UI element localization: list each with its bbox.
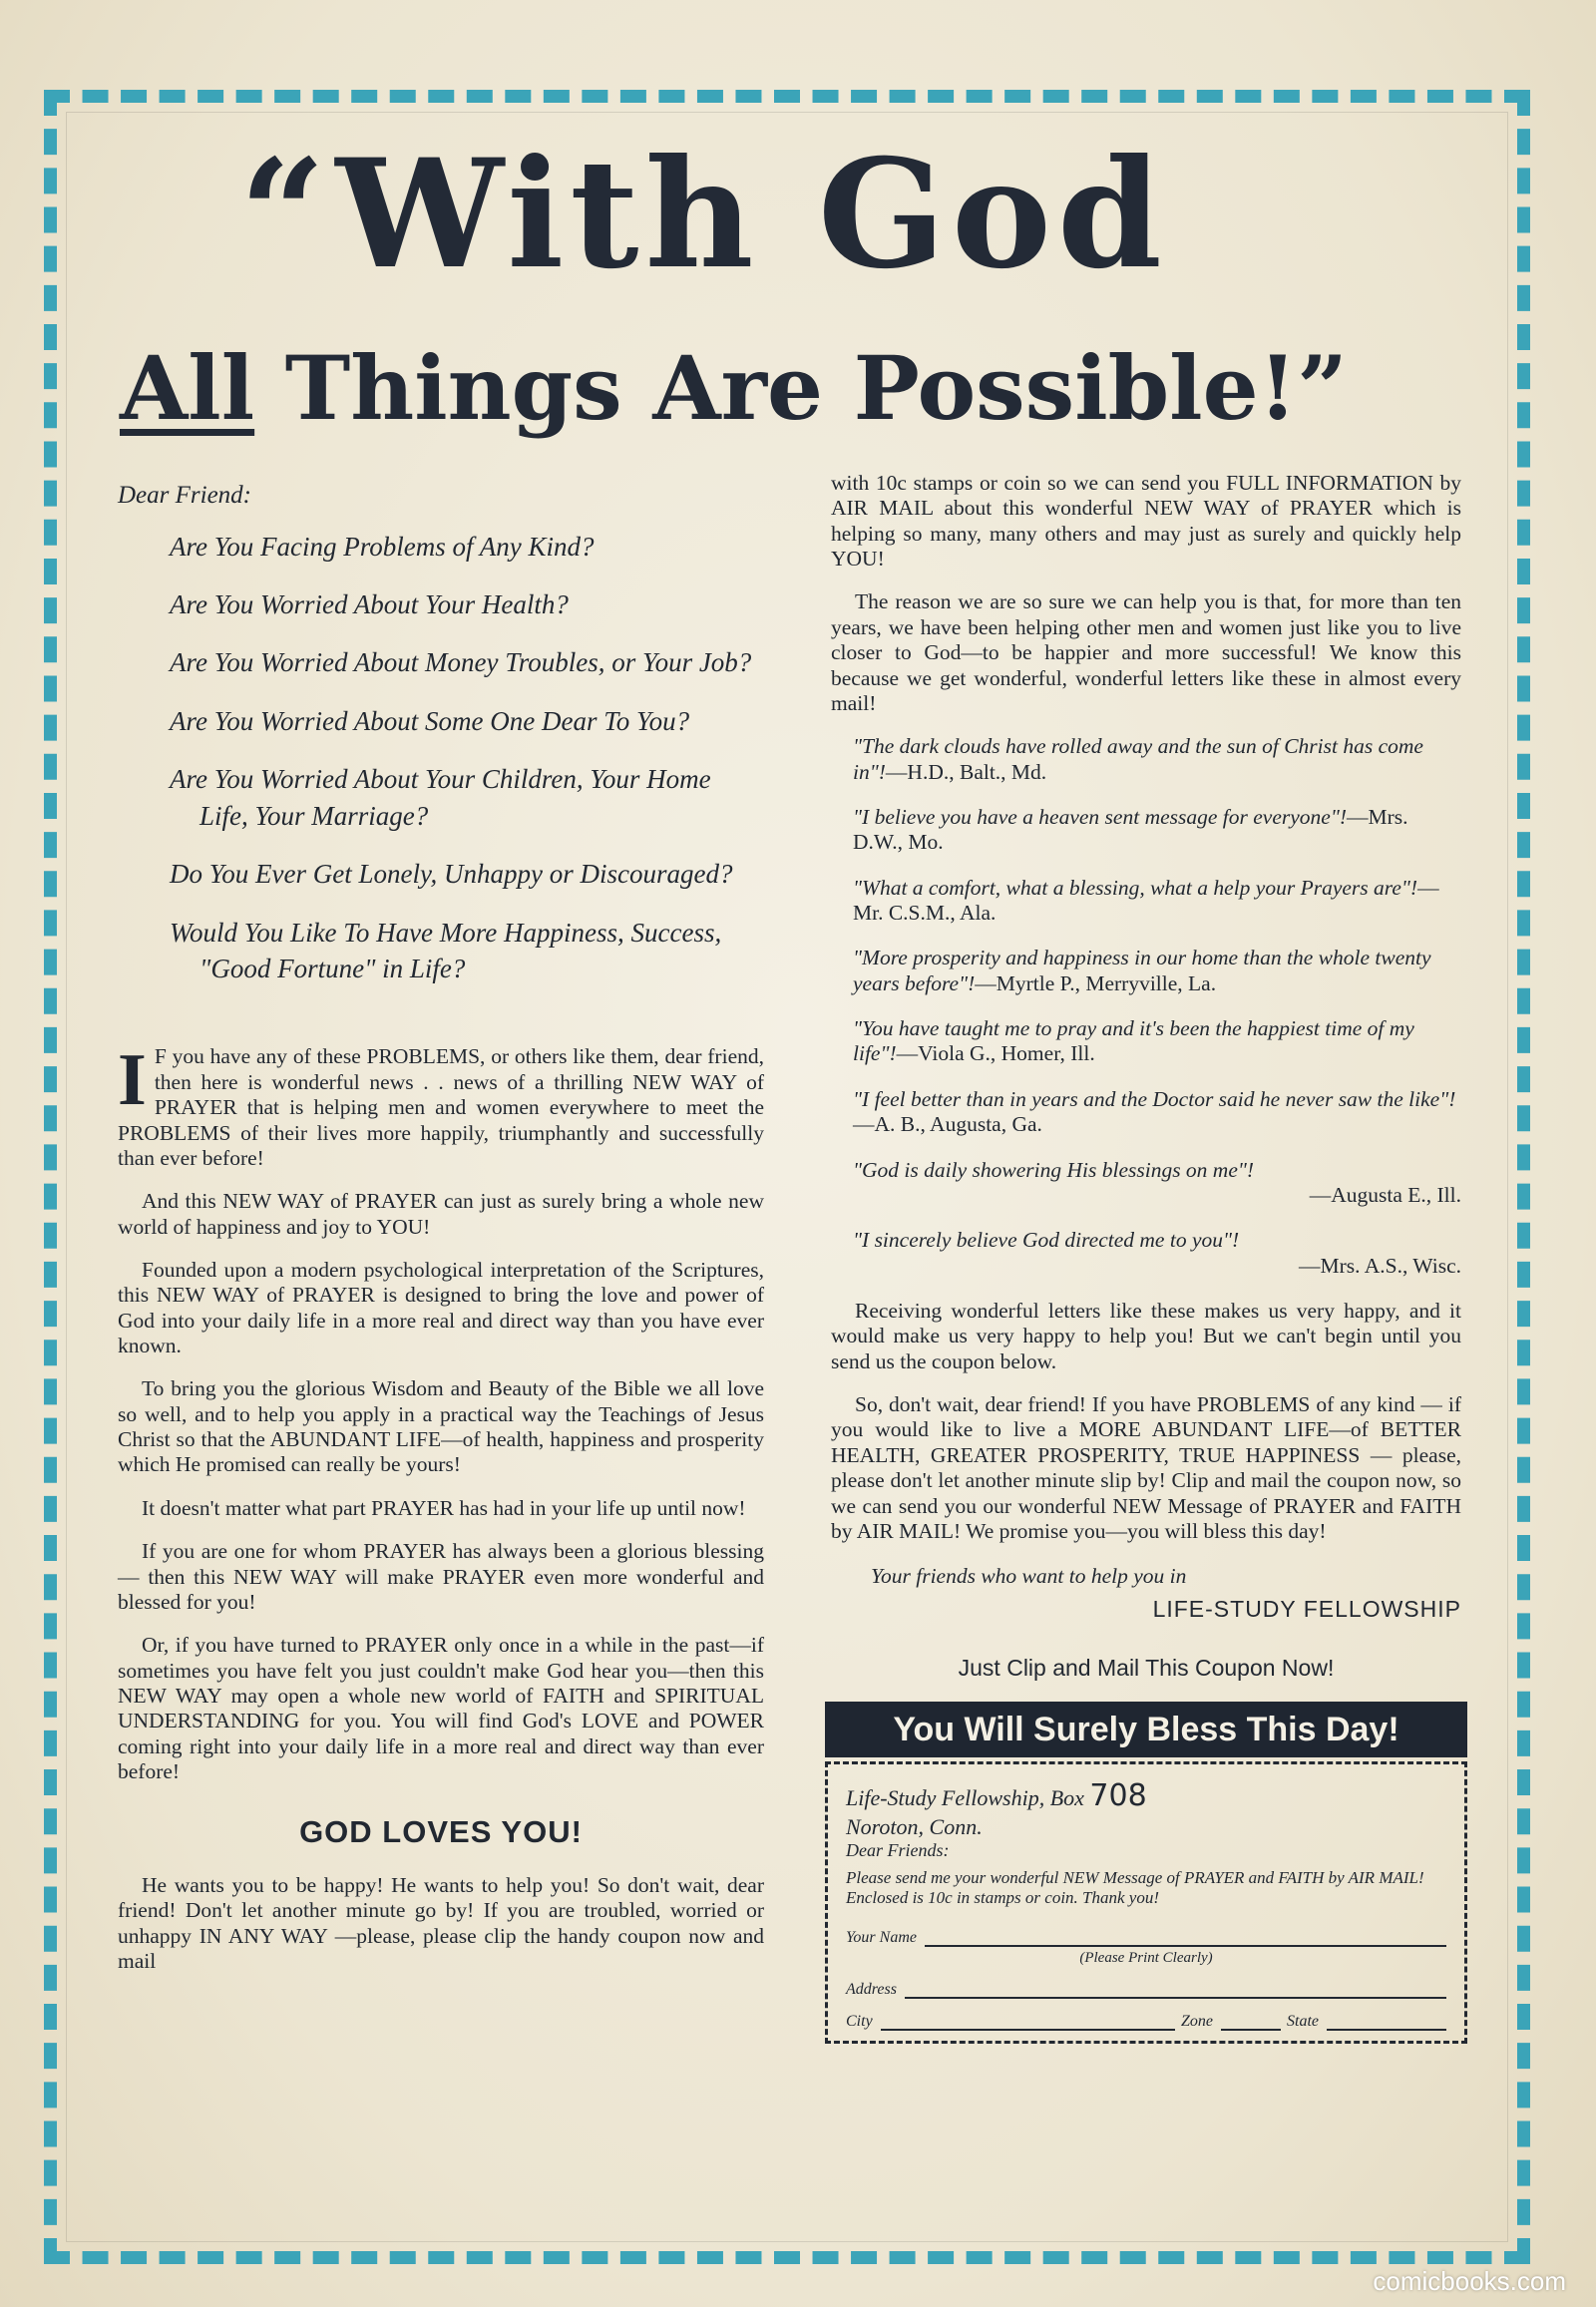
testimonial-author: —Augusta E., Ill.	[1309, 1182, 1461, 1207]
testimonial-quote: "The dark clouds have rolled away and the sun of Christ has come in"!	[853, 734, 1423, 784]
left-column	[118, 481, 764, 1992]
headline-line-2	[120, 336, 1476, 440]
coupon-city-label: City	[846, 2012, 873, 2030]
coupon-name-label: Your Name	[846, 1928, 917, 1946]
coupon-address-line-2: Noroton, Conn.	[846, 1813, 983, 1839]
body-paragraph: If you are one for whom PRAYER has always been a glorious blessing — then this NEW WAY will make PRAYER even more wonderful and blessed for you!	[118, 1539, 764, 1614]
testimonial-author: —Mrs. A.S., Wisc.	[1299, 1253, 1461, 1278]
body-paragraph: with 10c stamps or coin so we can send you FULL INFORMATION by AIR MAIL about this wonderful NEW WAY of PRAYER which is helping so many, many others and may just as surely and quickly help YOU!	[831, 471, 1461, 572]
paragraph-text: F you have any of these PROBLEMS, or others like them, dear friend, then here is wonderful news . . news of a thrilling NEW WAY of PRAYER that is helping men and women everywhere to meet the PROBLEMS of their lives more happily, triumphantly and successfully than ever before!	[118, 1044, 764, 1170]
body-paragraph: Or, if you have turned to PRAYER only once in a while in the past—if sometimes you have felt you just couldn't make God hear you—then this NEW WAY may open a whole new world of FAITH and SPIRITUAL UNDERSTANDING for you. You will find God's LOVE and POWER coming right into your daily life in a more real and direct way than ever before!	[118, 1633, 764, 1784]
drop-cap: I	[118, 1039, 147, 1122]
headline-rest: Things Are Possible!”	[254, 336, 1348, 440]
question-item: Are You Worried About Your Health?	[170, 588, 569, 619]
clip-instruction: Just Clip and Mail This Coupon Now!	[958, 1654, 1335, 1681]
coupon-address-label: Address	[846, 1980, 897, 1998]
question-item: Are You Worried About Money Troubles, or Your Job?	[170, 647, 752, 678]
testimonial-author: —A. B., Augusta, Ga.	[853, 1112, 1042, 1137]
testimonial-quote: "God is daily showering His blessings on me"!	[853, 1157, 1255, 1182]
body-paragraph: He wants you to be happy! He wants to help you! So don't wait, dear friend! Don't let another minute go by! If you are troubled, worried or unhappy IN ANY WAY —please, please clip the handy coupon now and mail	[118, 1873, 764, 1974]
coupon-name-row	[846, 1925, 1446, 1947]
body-paragraph: So, don't wait, dear friend! If you have PROBLEMS of any kind — if you would like to live a MORE ABUNDANT LIFE—of BETTER HEALTH, GREATER PROSPERITY, TRUE HAPPINESS — please, please don't let another minute slip by! Clip and mail the coupon now, so we can send you our wonderful NEW Message of PRAYER and FAITH by AIR MAIL! We promise you—you will bless this day!	[831, 1392, 1461, 1543]
testimonial-quote: "More prosperity and happiness in our home than the whole twenty years before"!	[853, 946, 1431, 995]
right-column	[831, 471, 1461, 2044]
testimonial	[853, 734, 1461, 785]
testimonial-author: —Myrtle P., Merryville, La.	[975, 970, 1217, 995]
testimonial	[853, 805, 1461, 856]
coupon-address-line-1: Life-Study Fellowship, Box	[846, 1784, 1084, 1810]
signature-name: LIFE-STUDY FELLOWSHIP	[1152, 1595, 1461, 1622]
coupon-zone-label: Zone	[1181, 2012, 1213, 2030]
coupon-body: Please send me your wonderful NEW Message of PRAYER and FAITH by AIR MAIL! Enclosed is 10c in stamps or coin. Thank you!	[846, 1867, 1424, 1908]
coupon-address-field[interactable]	[905, 1977, 1446, 1999]
testimonial-author: —Viola G., Homer, Ill.	[896, 1041, 1095, 1066]
coupon-print-note: (Please Print Clearly)	[1079, 1949, 1213, 1966]
coupon-state-label: State	[1287, 2012, 1319, 2030]
site-watermark: comicbooks.com	[1373, 2266, 1566, 2296]
coupon-name-field[interactable]	[925, 1925, 1446, 1947]
testimonial-quote: "I sincerely believe God directed me to you"!	[853, 1228, 1240, 1253]
question-item: Do You Ever Get Lonely, Unhappy or Discouraged?	[170, 859, 733, 890]
bless-banner: You Will Surely Bless This Day!	[825, 1702, 1467, 1757]
question-item: Would You Like To Have More Happiness, Success, "Good Fortune" in Life?	[170, 917, 722, 983]
headline-line-1: “With God	[239, 127, 1168, 302]
coupon-box-number: 708	[1089, 1777, 1147, 1813]
testimonial-author: —Mrs. D.W., Mo.	[853, 804, 1408, 855]
body-paragraph	[118, 1039, 764, 1171]
greeting: Dear Friend:	[118, 482, 251, 509]
body-paragraph: It doesn't matter what part PRAYER has had in your life up until now!	[142, 1495, 746, 1520]
testimonial-quote: "I believe you have a heaven sent message for everyone"!	[853, 804, 1348, 829]
coupon-address	[846, 1778, 1446, 1814]
coupon-address-row	[846, 1977, 1446, 1999]
testimonial	[853, 1158, 1461, 1209]
section-heading: GOD LOVES YOU!	[299, 1814, 583, 1850]
testimonial-author: —H.D., Balt., Md.	[885, 759, 1047, 784]
question-item: Are You Worried About Your Children, Your Home Life, Your Marriage?	[170, 764, 711, 831]
testimonial-quote: "What a comfort, what a blessing, what a help your Prayers are"!	[853, 875, 1418, 900]
testimonial	[853, 876, 1461, 927]
signature-intro: Your friends who want to help you in	[871, 1564, 1187, 1589]
body-paragraph: Receiving wonderful letters like these makes us very happy, and it would make us very happy to help you! But we can't begin until you send us the coupon below.	[831, 1298, 1461, 1373]
testimonial-author: —Mr. C.S.M., Ala.	[853, 875, 1439, 926]
testimonial	[853, 1228, 1461, 1279]
mail-coupon[interactable]	[825, 1761, 1467, 2044]
coupon-city-row	[846, 2009, 1446, 2031]
testimonial-quote: "I feel better than in years and the Doctor said he never saw the like"!	[853, 1086, 1456, 1111]
testimonial	[853, 1016, 1461, 1067]
coupon-city-field[interactable]	[881, 2009, 1175, 2031]
body-paragraph: And this NEW WAY of PRAYER can just as surely bring a whole new world of happiness and joy to YOU!	[118, 1189, 764, 1239]
testimonial	[853, 946, 1461, 996]
body-paragraph: The reason we are so sure we can help you is that, for more than ten years, we have been helping other men and women just like you to live closer to God—to be happier and more successful! We know this because we get wonderful, wonderful letters like these in almost every mail!	[831, 589, 1461, 715]
coupon-salutation: Dear Friends:	[846, 1840, 950, 1861]
headline-underlined-word: All	[120, 336, 255, 440]
testimonial-quote: "You have taught me to pray and it's been the happiest time of my life"!	[853, 1016, 1414, 1066]
question-item: Are You Worried About Some One Dear To You?	[170, 705, 690, 736]
question-item: Are You Facing Problems of Any Kind?	[170, 531, 595, 562]
body-paragraph: To bring you the glorious Wisdom and Beauty of the Bible we all love so well, and to help you apply in a practical way the Teachings of Jesus Christ so that the ABUNDANT LIFE—of health, happiness and prosperity which He promised can really be yours!	[118, 1376, 764, 1477]
body-paragraph: Founded upon a modern psychological interpretation of the Scriptures, this NEW WAY of PRAYER is designed to bring the love and power of God into your daily life in a more real and direct way than you have ever known.	[118, 1257, 764, 1358]
testimonial	[853, 1087, 1461, 1138]
coupon-zone-field[interactable]	[1221, 2009, 1281, 2031]
coupon-state-field[interactable]	[1327, 2009, 1446, 2031]
